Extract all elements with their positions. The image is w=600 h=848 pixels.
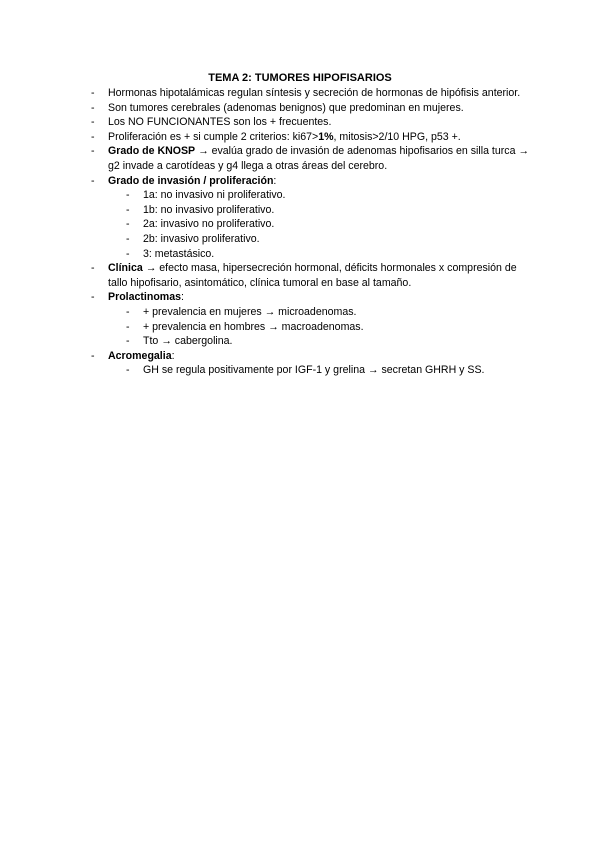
document-title: TEMA 2: TUMORES HIPOFISARIOS [208, 72, 392, 84]
bullet-dash: - [126, 364, 130, 377]
bullet-dash: - [91, 174, 95, 187]
item-text-bold: 1% [318, 130, 334, 143]
item-heading: Grado de KNOSP [108, 145, 196, 158]
list-item [91, 130, 531, 145]
sub-list-item [91, 203, 531, 218]
bullet-dash: - [91, 262, 95, 275]
item-heading: Acromegalia [108, 349, 172, 362]
item-text: 1a: no invasivo ni proliferativo. [143, 189, 286, 202]
item-text-pre: Proliferación es + si cumple 2 criterios: ki67> [108, 130, 319, 143]
bullet-dash: - [91, 101, 95, 114]
item-text: Los NO FUNCIONANTES son los + frecuentes. [108, 116, 332, 129]
sub-list-item [91, 232, 531, 247]
item-text: 1b: no invasivo proliferativo. [143, 203, 275, 216]
bullet-dash: - [126, 247, 130, 260]
item-heading: Clínica [108, 262, 143, 275]
item-text-post: → evalúa grado de invasión de adenomas hipofisarios en silla turca → g2 invade a carotídeas y g4 llega a otras áreas del cerebro. [108, 145, 530, 172]
item-heading: Grado de invasión / proliferación [108, 174, 274, 187]
bullet-dash: - [91, 130, 95, 143]
list-item [91, 86, 531, 101]
item-text-post: : [273, 174, 277, 187]
item-text: GH se regula positivamente por IGF-1 y grelina → secretan GHRH y SS. [143, 364, 485, 377]
list-item [91, 174, 531, 189]
bullet-dash: - [126, 320, 130, 333]
item-text: Son tumores cerebrales (adenomas benignos) que predominan en mujeres. [108, 101, 464, 114]
sub-list-item [91, 247, 531, 262]
item-text: Hormonas hipotalámicas regulan síntesis y secreción de hormonas de hipófisis anterior. [108, 87, 521, 99]
bullet-dash: - [126, 218, 130, 231]
bullet-dash: - [126, 203, 130, 216]
item-text: 2b: invasivo proliferativo. [143, 232, 260, 245]
item-text-post: , mitosis>2/10 HPG, p53 +. [333, 130, 461, 143]
list-item [91, 101, 531, 116]
bullet-dash: - [126, 232, 130, 245]
sub-list-item [91, 334, 531, 349]
item-heading: Prolactinomas [108, 291, 182, 304]
list-item [91, 115, 531, 130]
sub-list-item [91, 305, 531, 320]
item-text-post: : [181, 291, 184, 304]
item-text: Tto → cabergolina. [143, 335, 233, 348]
list-item [91, 290, 531, 305]
bullet-dash: - [91, 145, 95, 158]
item-text: + prevalencia en mujeres → microadenomas. [143, 305, 357, 318]
bullet-dash: - [91, 116, 95, 129]
bullet-dash: - [91, 87, 95, 99]
item-text: 3: metastásico. [143, 247, 215, 260]
sub-list-item [91, 320, 531, 335]
bullet-dash: - [126, 189, 130, 202]
item-text: 2a: invasivo no proliferativo. [143, 218, 275, 231]
item-text: + prevalencia en hombres → macroadenomas. [143, 320, 364, 333]
list-item [91, 349, 531, 364]
bullet-dash: - [91, 349, 95, 362]
bullet-dash: - [91, 291, 95, 304]
document-body [91, 86, 531, 378]
list-item [91, 144, 531, 173]
item-text-post: → efecto masa, hipersecreción hormonal, déficits hormonales x compresión de tallo hipofisario, asintomático, clínica tumoral en base al tamaño. [108, 262, 517, 289]
bullet-dash: - [126, 305, 130, 318]
sub-list-item [91, 217, 531, 232]
sub-list-item [91, 188, 531, 203]
item-text-post: : [171, 349, 175, 362]
list-item [91, 261, 531, 290]
bullet-dash: - [126, 335, 130, 348]
sub-list-item [91, 363, 531, 378]
